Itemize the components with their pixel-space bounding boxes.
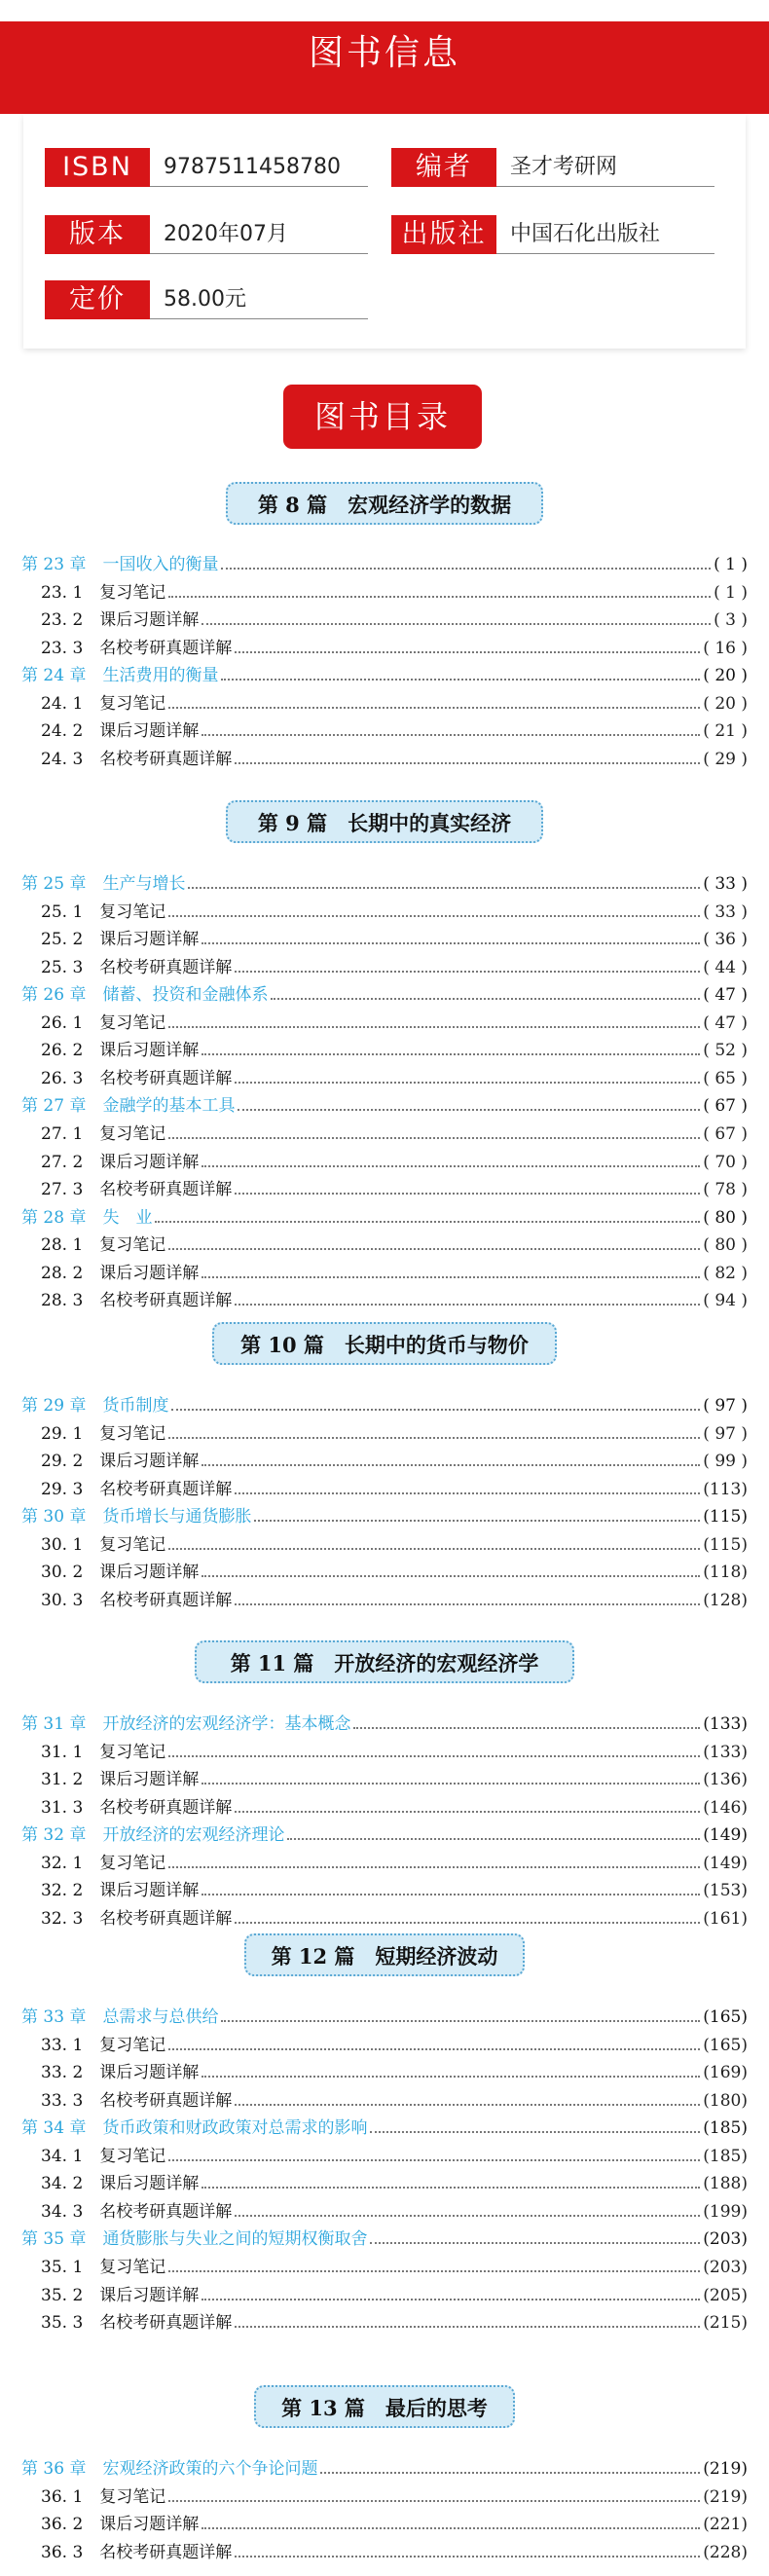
section-title: 33. 1 复习笔记 [41,2036,166,2055]
chapter-title: 第 23 章 一国收入的衡量 [21,555,219,574]
page-number: ( 21 ) [703,721,748,741]
part-heading: 第 13 篇 最后的思考 [254,2385,515,2428]
page-number: ( 80 ) [703,1235,748,1255]
leader-dots [201,2187,700,2189]
page-number: (149) [703,1825,748,1845]
page-number: (203) [703,2258,748,2277]
section-title: 25. 1 复习笔记 [41,902,166,922]
section-title: 25. 3 名校考研真题详解 [41,958,233,977]
page-number: (146) [703,1798,748,1818]
page-number: (128) [703,1591,748,1610]
chapter-title: 第 28 章 失 业 [21,1208,153,1228]
page-number: (165) [703,2007,748,2027]
page-number: ( 33 ) [703,902,748,922]
page-number: (133) [703,1743,748,1762]
chapter-title: 第 24 章 生活费用的衡量 [21,666,219,685]
section-entry[interactable] [0,2254,769,2281]
leader-dots [201,1894,700,1895]
section-title: 36. 3 名校考研真题详解 [41,2543,233,2562]
leader-dots [201,2076,700,2078]
isbn-label: ISBN [45,148,150,187]
chapter-title: 第 25 章 生产与增长 [21,874,186,894]
chapter-title: 第 34 章 货币政策和财政政策对总需求的影响 [21,2118,368,2138]
section-entry[interactable] [0,2143,769,2170]
section-title: 23. 3 名校考研真题详解 [41,639,233,658]
section-title: 33. 2 课后习题详解 [41,2063,200,2082]
page-number: (161) [703,1909,748,1929]
leader-dots [235,2215,700,2217]
page-number: (203) [703,2229,748,2249]
page-number: (205) [703,2286,748,2305]
page-number: ( 52 ) [703,1041,748,1060]
section-title: 28. 1 复习笔记 [41,1235,166,1255]
chapter-title: 第 36 章 宏观经济政策的六个争论问题 [21,2459,318,2479]
chapter-title: 第 30 章 货币增长与通货膨胀 [21,1507,252,1527]
price-value: 58.00元 [150,280,368,319]
leader-dots [370,2242,700,2244]
section-entry[interactable] [0,2087,769,2115]
leader-dots [235,1193,700,1195]
chapter-entry[interactable] [0,662,769,689]
leader-dots [168,2270,700,2272]
part-heading: 第 11 篇 开放经济的宏观经济学 [195,1640,574,1683]
section-entry[interactable] [0,2032,769,2059]
page-number: (215) [703,2313,748,2333]
page-number: ( 65 ) [703,1069,748,1088]
leader-dots [235,1082,700,1084]
page-number: ( 99 ) [703,1452,748,1471]
leader-dots [271,998,700,1000]
leader-dots [201,1053,700,1055]
page-number: ( 1 ) [714,555,748,574]
section-entry[interactable] [0,1794,769,1822]
leader-dots [235,2326,700,2328]
section-title: 36. 1 复习笔记 [41,2487,166,2507]
page-number: ( 33 ) [703,874,748,894]
leader-dots [235,1922,700,1924]
publisher-value: 中国石化出版社 [496,215,714,254]
leader-dots [168,2048,700,2050]
section-entry[interactable] [0,1850,769,1877]
section-entry[interactable] [0,1287,769,1314]
section-entry[interactable] [0,1587,769,1614]
section-title: 29. 2 课后习题详解 [41,1452,200,1471]
leader-dots [188,887,700,889]
part-heading: 第 8 篇 宏观经济学的数据 [226,482,543,525]
section-entry[interactable] [0,1037,769,1064]
chapter-entry[interactable] [0,2455,769,2483]
section-title: 34. 1 复习笔记 [41,2147,166,2166]
page-number: (199) [703,2202,748,2222]
leader-dots [201,2527,700,2529]
leader-dots [168,1548,700,1550]
section-entry[interactable] [0,2059,769,2086]
page-number: ( 67 ) [703,1096,748,1116]
leader-dots [235,2104,700,2106]
chapter-entry[interactable] [0,1503,769,1530]
chapter-title: 第 29 章 货币制度 [21,1396,169,1416]
section-title: 30. 2 课后习题详解 [41,1563,200,1582]
section-entry[interactable] [0,1149,769,1176]
leader-dots [201,1165,700,1167]
page-title: 图书信息 [308,33,460,73]
leader-dots [235,762,700,764]
section-entry[interactable] [0,718,769,745]
section-title: 24. 1 复习笔记 [41,694,166,714]
leader-dots [353,1727,700,1729]
page-number: (185) [703,2118,748,2138]
book-info-card [23,115,746,349]
page-number: ( 97 ) [703,1396,748,1416]
leader-dots [201,2299,700,2300]
leader-dots [221,2020,700,2022]
section-title: 31. 2 课后习题详解 [41,1770,200,1789]
page-number: (115) [703,1535,748,1555]
leader-dots [320,2472,700,2474]
section-title: 27. 3 名校考研真题详解 [41,1180,233,1199]
section-entry[interactable] [0,1559,769,1586]
part-heading: 第 9 篇 长期中的真实经济 [226,800,543,843]
section-title: 26. 3 名校考研真题详解 [41,1069,233,1088]
section-entry[interactable] [0,1766,769,1793]
leader-dots [168,915,700,917]
section-entry[interactable] [0,1877,769,1904]
leader-dots [221,679,700,681]
page-number: ( 70 ) [703,1153,748,1172]
page-number: (185) [703,2147,748,2166]
section-entry[interactable] [0,1010,769,1037]
leader-dots [168,1137,700,1139]
section-title: 35. 2 课后习题详解 [41,2286,200,2305]
section-entry[interactable] [0,954,769,981]
section-entry[interactable] [0,926,769,953]
leader-dots [201,1276,700,1278]
page-number: ( 97 ) [703,1424,748,1444]
price-label: 定价 [45,280,150,319]
section-entry[interactable] [0,899,769,926]
page-number: (115) [703,1507,748,1527]
section-title: 30. 3 名校考研真题详解 [41,1591,233,1610]
section-entry[interactable] [0,1420,769,1448]
page-number: ( 20 ) [703,694,748,714]
section-entry[interactable] [0,1476,769,1503]
section-title: 23. 1 复习笔记 [41,583,166,603]
leader-dots [155,1221,700,1223]
page-number: ( 29 ) [703,750,748,769]
leader-dots [221,568,711,570]
chapter-entry[interactable] [0,1822,769,1849]
section-entry[interactable] [0,2282,769,2309]
page-number: (219) [703,2487,748,2507]
section-title: 35. 1 复习笔记 [41,2258,166,2277]
section-title: 36. 2 课后习题详解 [41,2515,200,2534]
page-number: (165) [703,2036,748,2055]
section-entry[interactable] [0,2170,769,2197]
page-number: ( 3 ) [714,610,748,630]
section-title: 29. 1 复习笔记 [41,1424,166,1444]
leader-dots [168,1755,700,1757]
chapter-entry[interactable] [0,870,769,898]
chapter-title: 第 26 章 储蓄、投资和金融体系 [21,985,269,1005]
page-number: ( 94 ) [703,1291,748,1310]
leader-dots [168,707,700,709]
section-entry[interactable] [0,579,769,607]
leader-dots [168,596,711,598]
page-number: ( 36 ) [703,930,748,949]
page-number: (149) [703,1854,748,1873]
leader-dots [235,2556,700,2558]
leader-dots [201,623,711,625]
section-entry[interactable] [0,1176,769,1203]
section-entry[interactable] [0,1448,769,1475]
section-entry[interactable] [0,2484,769,2511]
section-title: 26. 2 课后习题详解 [41,1041,200,1060]
editor-row [391,148,722,187]
leader-dots [235,1603,700,1605]
chapter-entry[interactable] [0,2226,769,2253]
leader-dots [201,1783,700,1785]
leader-dots [254,1520,700,1522]
section-title: 27. 1 复习笔记 [41,1124,166,1144]
page-number: (153) [703,1881,748,1900]
section-title: 34. 3 名校考研真题详解 [41,2202,233,2222]
chapter-title: 第 35 章 通货膨胀与失业之间的短期权衡取舍 [21,2229,368,2249]
section-title: 28. 2 课后习题详解 [41,1264,200,1283]
edition-label: 版本 [45,215,150,254]
leader-dots [201,734,700,736]
section-title: 31. 3 名校考研真题详解 [41,1798,233,1818]
chapter-entry[interactable] [0,551,769,578]
publisher-label: 出版社 [391,215,496,254]
page-number: (136) [703,1770,748,1789]
chapter-entry[interactable] [0,2004,769,2031]
page-number: (228) [703,2543,748,2562]
leader-dots [235,651,700,653]
section-entry[interactable] [0,1739,769,1766]
section-entry[interactable] [0,746,769,773]
part-heading: 第 12 篇 短期经济波动 [244,1933,525,1976]
section-title: 32. 3 名校考研真题详解 [41,1909,233,1929]
leader-dots [168,1866,700,1868]
publisher-row [391,215,722,254]
leader-dots [168,2159,700,2161]
leader-dots [168,1248,700,1250]
edition-row [45,215,376,254]
page-number: (169) [703,2063,748,2082]
section-entry[interactable] [0,635,769,662]
section-title: 25. 2 课后习题详解 [41,930,200,949]
editor-label: 编者 [391,148,496,187]
chapter-title: 第 32 章 开放经济的宏观经济理论 [21,1825,285,1845]
section-entry[interactable] [0,2511,769,2538]
leader-dots [201,942,700,944]
leader-dots [287,1838,700,1840]
leader-dots [171,1409,700,1411]
chapter-entry[interactable] [0,981,769,1009]
leader-dots [168,2500,700,2502]
page-number: ( 1 ) [714,583,748,603]
leader-dots [235,1811,700,1813]
page-number: ( 82 ) [703,1264,748,1283]
leader-dots [201,1464,700,1466]
section-title: 30. 1 复习笔记 [41,1535,166,1555]
section-entry[interactable] [0,1065,769,1092]
leader-dots [168,1437,700,1439]
page-number: (188) [703,2174,748,2193]
section-title: 29. 3 名校考研真题详解 [41,1480,233,1499]
edition-value: 2020年07月 [150,215,368,254]
chapter-entry[interactable] [0,1392,769,1419]
leader-dots [235,1492,700,1494]
page-number: ( 78 ) [703,1180,748,1199]
page-number: (113) [703,1480,748,1499]
section-title: 26. 1 复习笔记 [41,1013,166,1033]
toc-heading: 图书目录 [283,385,482,449]
page-number: ( 47 ) [703,985,748,1005]
page-number: ( 67 ) [703,1124,748,1144]
page-number: (219) [703,2459,748,2479]
section-title: 32. 1 复习笔记 [41,1854,166,1873]
page-number: ( 44 ) [703,958,748,977]
section-title: 35. 3 名校考研真题详解 [41,2313,233,2333]
section-title: 24. 2 课后习题详解 [41,721,200,741]
section-title: 32. 2 课后习题详解 [41,1881,200,1900]
page-number: ( 16 ) [703,639,748,658]
page-number: ( 20 ) [703,666,748,685]
isbn-row [45,148,376,187]
page-number: (118) [703,1563,748,1582]
page-number: ( 47 ) [703,1013,748,1033]
leader-dots [201,1575,700,1577]
section-entry[interactable] [0,1232,769,1259]
page-number: (133) [703,1714,748,1734]
section-entry[interactable] [0,690,769,718]
chapter-entry[interactable] [0,2115,769,2142]
section-title: 24. 3 名校考研真题详解 [41,750,233,769]
section-title: 34. 2 课后习题详解 [41,2174,200,2193]
section-title: 31. 1 复习笔记 [41,1743,166,1762]
chapter-title: 第 31 章 开放经济的宏观经济学：基本概念 [21,1714,351,1734]
section-title: 28. 3 名校考研真题详解 [41,1291,233,1310]
editor-value: 圣才考研网 [496,148,714,187]
chapter-entry[interactable] [0,1711,769,1738]
section-entry[interactable] [0,607,769,634]
section-entry[interactable] [0,1531,769,1559]
section-title: 23. 2 课后习题详解 [41,610,200,630]
chapter-entry[interactable] [0,1204,769,1232]
page-number: (180) [703,2091,748,2111]
leader-dots [370,2131,700,2133]
section-entry[interactable] [0,2309,769,2337]
chapter-title: 第 27 章 金融学的基本工具 [21,1096,236,1116]
page-number: (221) [703,2515,748,2534]
isbn-value: 9787511458780 [150,148,368,187]
section-entry[interactable] [0,1121,769,1148]
leader-dots [168,1026,700,1028]
section-entry[interactable] [0,1905,769,1932]
price-row [45,280,376,319]
section-entry[interactable] [0,2198,769,2226]
leader-dots [238,1109,700,1111]
section-title: 27. 2 课后习题详解 [41,1153,200,1172]
leader-dots [235,1304,700,1306]
part-heading: 第 10 篇 长期中的货币与物价 [212,1322,557,1365]
page-number: ( 80 ) [703,1208,748,1228]
chapter-title: 第 33 章 总需求与总供给 [21,2007,219,2027]
chapter-entry[interactable] [0,1092,769,1120]
section-entry[interactable] [0,2539,769,2566]
leader-dots [235,971,700,973]
section-entry[interactable] [0,1260,769,1287]
section-title: 33. 3 名校考研真题详解 [41,2091,233,2111]
